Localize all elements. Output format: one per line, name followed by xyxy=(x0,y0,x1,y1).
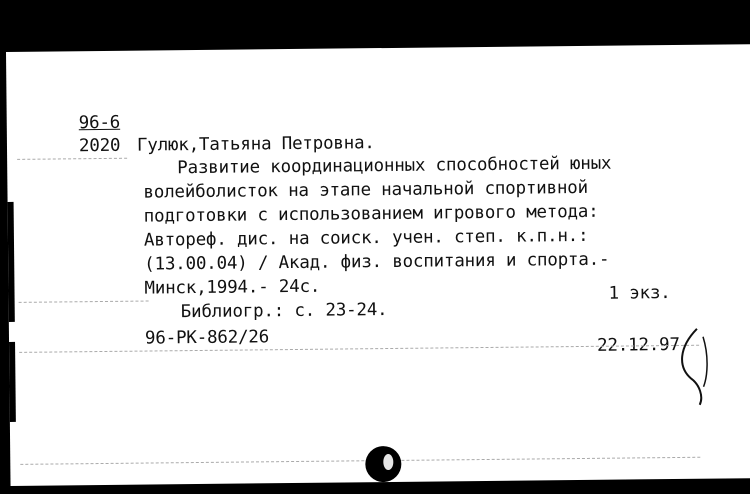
registry-number: 96-РК-862/26 xyxy=(144,327,270,349)
title-line: Развитие координационных способностей юных xyxy=(177,153,612,179)
title-line: Автореф. дис. на соиск. учен. степ. к.п.н.: xyxy=(143,225,589,251)
call-number: 96-6 xyxy=(78,112,121,134)
ruled-line xyxy=(19,301,149,303)
scan-bottom-edge xyxy=(0,486,750,494)
title-line: волейболисток на этапе начальной спортивной xyxy=(143,177,589,203)
bibliography-note: Библиогр.: с. 23-24. xyxy=(180,300,388,323)
title-line: (13.00.04) / Акад. физ. воспитания и спорта.- xyxy=(144,249,610,275)
index-number: 2020 xyxy=(78,135,121,157)
ruled-line xyxy=(17,158,127,160)
title-line: подготовки с использованием игрового метода: xyxy=(143,201,599,227)
punch-hole xyxy=(365,446,401,482)
author-name: Гулюк,Татьяна Петровна. xyxy=(136,133,375,156)
date-stamp: 22.12.97 xyxy=(597,334,680,356)
catalog-card xyxy=(6,44,750,486)
ruled-line xyxy=(20,457,700,465)
handwritten-mark-icon xyxy=(669,327,720,408)
copies-count: 1 экз. xyxy=(608,283,671,304)
scan-edge-mark xyxy=(9,342,16,422)
title-line: Минск,1994.- 24с. xyxy=(144,276,321,299)
scan-edge-mark xyxy=(8,202,15,322)
